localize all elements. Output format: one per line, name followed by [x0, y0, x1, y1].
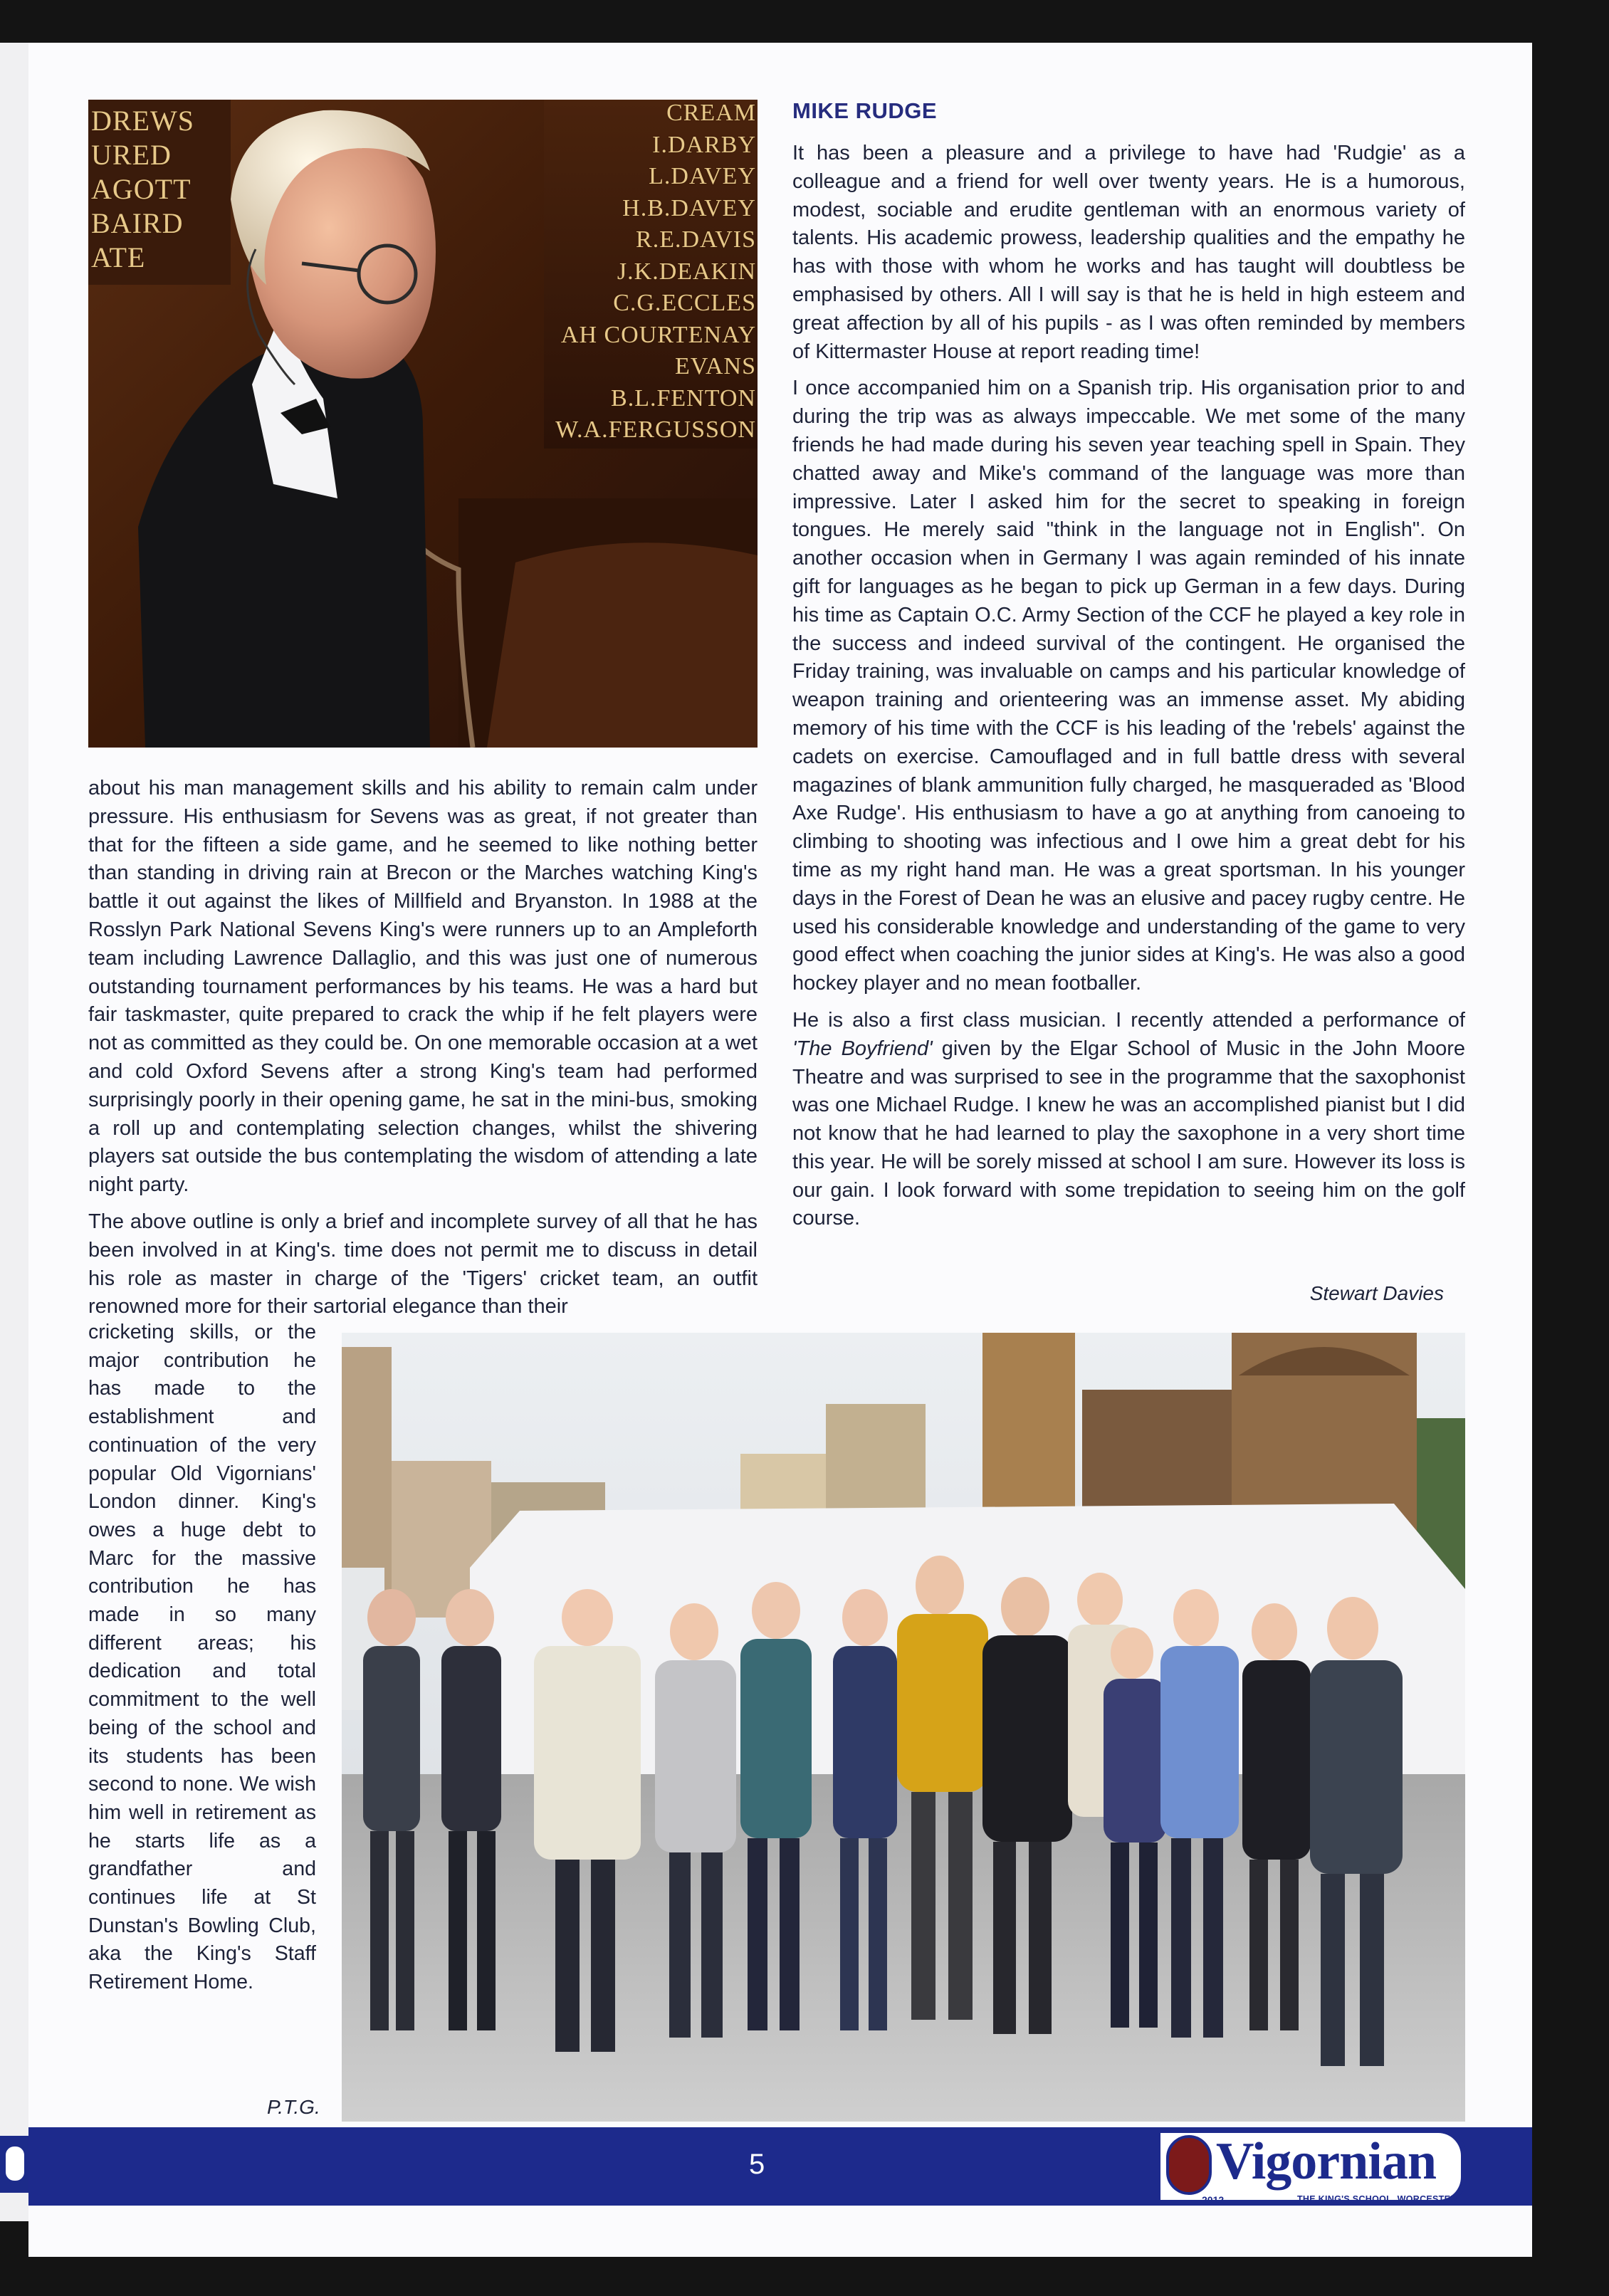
board-name: C.G.ECCLES — [613, 290, 756, 316]
board-name: AGOTT — [91, 173, 192, 205]
board-name: ATE — [91, 241, 146, 273]
left-narrow-column-text — [88, 1319, 316, 2006]
article-heading: MIKE RUDGE — [792, 98, 938, 123]
board-name: B.L.FENTON — [611, 384, 756, 412]
brand-name: Vigornian — [1216, 2132, 1436, 2191]
board-name: J.K.DEAKIN — [617, 258, 756, 285]
board-name: BAIRD — [91, 207, 184, 239]
page-number: 5 — [749, 2149, 765, 2180]
board-name: H.B.DAVEY — [622, 194, 756, 221]
right-paragraph-3 — [792, 1007, 1465, 1233]
right-paragraph-2: I once accompanied him on a Spanish trip. His organisation prior to and during the trip was as always impeccable. We met some of the many friends he had made during his seven year teaching spell in Spain. They chatted away and Mike's command of the language was more than impressive. Later I asked him for the secret to speaking in foreign tongues. He merely said "think in the language not in English". On another occasion when in Germany I was again reminded of his innate gift for languages as he began to pick up German in a few days. During his time as Captain O.C. Army Section of the CCF he played a key role in the success and indeed survival of the contingent. He organised the Friday training, was invaluable on camps and his particular knowledge of weapon training and orienteering was an immense asset. My abiding memory of his time with the CCF is his leading of the 'rebels' against the cadets on exercise. Camouflaged and in full battle dress with several magazines of blank ammunition fully charged, he masqueraded as 'Blood Axe Rudge'. His enthusiasm to have a go at anything from canoeing to climbing to shooting was infectious and I owe him a great debt for his time as my right hand man. He was a great sportsman. In his younger days in the Forest of Dean he was an elusive and pacey rugby centre. He used his considerable knowledge and understanding of the game to very good effect when coaching the junior sides at King's. He was also a good hockey player and no mean footballer. — [792, 377, 1465, 995]
signature-stewart-davies: Stewart Davies — [1309, 1282, 1444, 1304]
board-name: L.DAVEY — [649, 163, 756, 189]
right-paragraph-3-end: given by the Elgar School of Music in the John Moore Theatre and was surprised to see in the programme that the saxophonist was one Michael Rudge. I knew he was an accomplished pianist but I did not know that he had learned to play the saxophone in a very short time this year. He will be sorely missed at school I am sure. However its loss is our gain. I look forward with some trepidation to seeing him on the golf course. — [792, 1037, 1465, 1230]
right-column-text — [792, 140, 1465, 1242]
show-title: 'The Boyfriend' — [792, 1037, 933, 1060]
photo-group-spain-trip — [342, 1333, 1465, 2122]
board-name: R.E.DAVIS — [636, 226, 756, 253]
magazine-page — [28, 43, 1532, 2257]
right-paragraph-1: It has been a pleasure and a privilege to have had 'Rudgie' as a colleague and a friend for well over twenty years. He is a humorous, modest, sociable and erudite gentleman with an enormous variety of talents. His academic prowess, leadership qualities and the empathy he has with those with whom he works and has taught will doubtless be emphasised by others. All I will say is that he is held in high esteem and great affection by all of his pupils - as I was often reminded by members of Kittermaster House at report reading time! — [792, 142, 1465, 363]
board-name: DREWS — [91, 105, 194, 137]
previous-page-edge — [0, 43, 28, 2221]
board-name: CREAM — [666, 100, 756, 126]
board-name: EVANS — [675, 353, 756, 379]
board-name: URED — [91, 139, 172, 171]
left-column-text — [88, 775, 758, 1330]
left-paragraph-1: about his man management skills and his ability to remain calm under pressure. His enthusiasm for Sevens was as great, if not greater than that for the fifteen a side game, and he seemed to like nothing better than standing in driving rain at Brecon or the Marches watching King's battle it out against the likes of Millfield and Bryanston. In 1988 at the Rosslyn Park National Sevens King's were runners up to an Ampleforth team including Lawrence Dallaglio, and this was just one of numerous outstanding tournament performances by his teams. He was a hard but fair taskmaster, quite prepared to crack the whip if he felt players were not as committed as they could be. On one memorable occasion at a wet and cold Oxford Sevens after a strong King's team had performed surprisingly poorly in their opening game, he sat in the mini-bus, smoking a roll up and contemplating selection changes, whilst the shivering players sat outside the bus contemplating the wisdom of attending a late night party. — [88, 777, 758, 1197]
board-name: AH COURTENAY — [560, 321, 756, 348]
brand-tagline: THE KING'S SCHOOL, WORCESTER — [1297, 2194, 1457, 2204]
group-photo-art — [342, 1333, 1465, 2122]
left-narrow-paragraph: cricketing skills, or the major contribution he has made to the establishment and continuation of the very popular Old Vigornians' London dinner. King's owes a huge debt to Marc for the massive contribution he has made in so many different areas; his dedication and total commitment to the well being of the school and its students has been second to none. We wish him well in retirement as he starts life as a grandfather and continues life at St Dunstan's Bowling Club, aka the King's Staff Retirement Home. — [88, 1321, 316, 1994]
photo-mike-rudge-lectern — [88, 100, 758, 748]
right-paragraph-3-start: He is also a first class musician. I recently attended a performance of — [792, 1008, 1465, 1032]
brand-year: 2012 — [1202, 2194, 1225, 2206]
board-name: W.A.FERGUSSON — [555, 416, 756, 443]
previous-page-logo-fragment — [6, 2146, 24, 2181]
signature-ptg: P.T.G. — [267, 2096, 320, 2118]
left-paragraph-2: The above outline is only a brief and incomplete survey of all that he has been involved in at King's. time does not permit me to discuss in detail his role as master in charge of the 'Tigers' cricket team, an outfit renowned more for their sartorial elegance than their — [88, 1210, 758, 1319]
school-crest-icon — [1166, 2135, 1212, 2195]
board-name: I.DARBY — [652, 131, 756, 158]
